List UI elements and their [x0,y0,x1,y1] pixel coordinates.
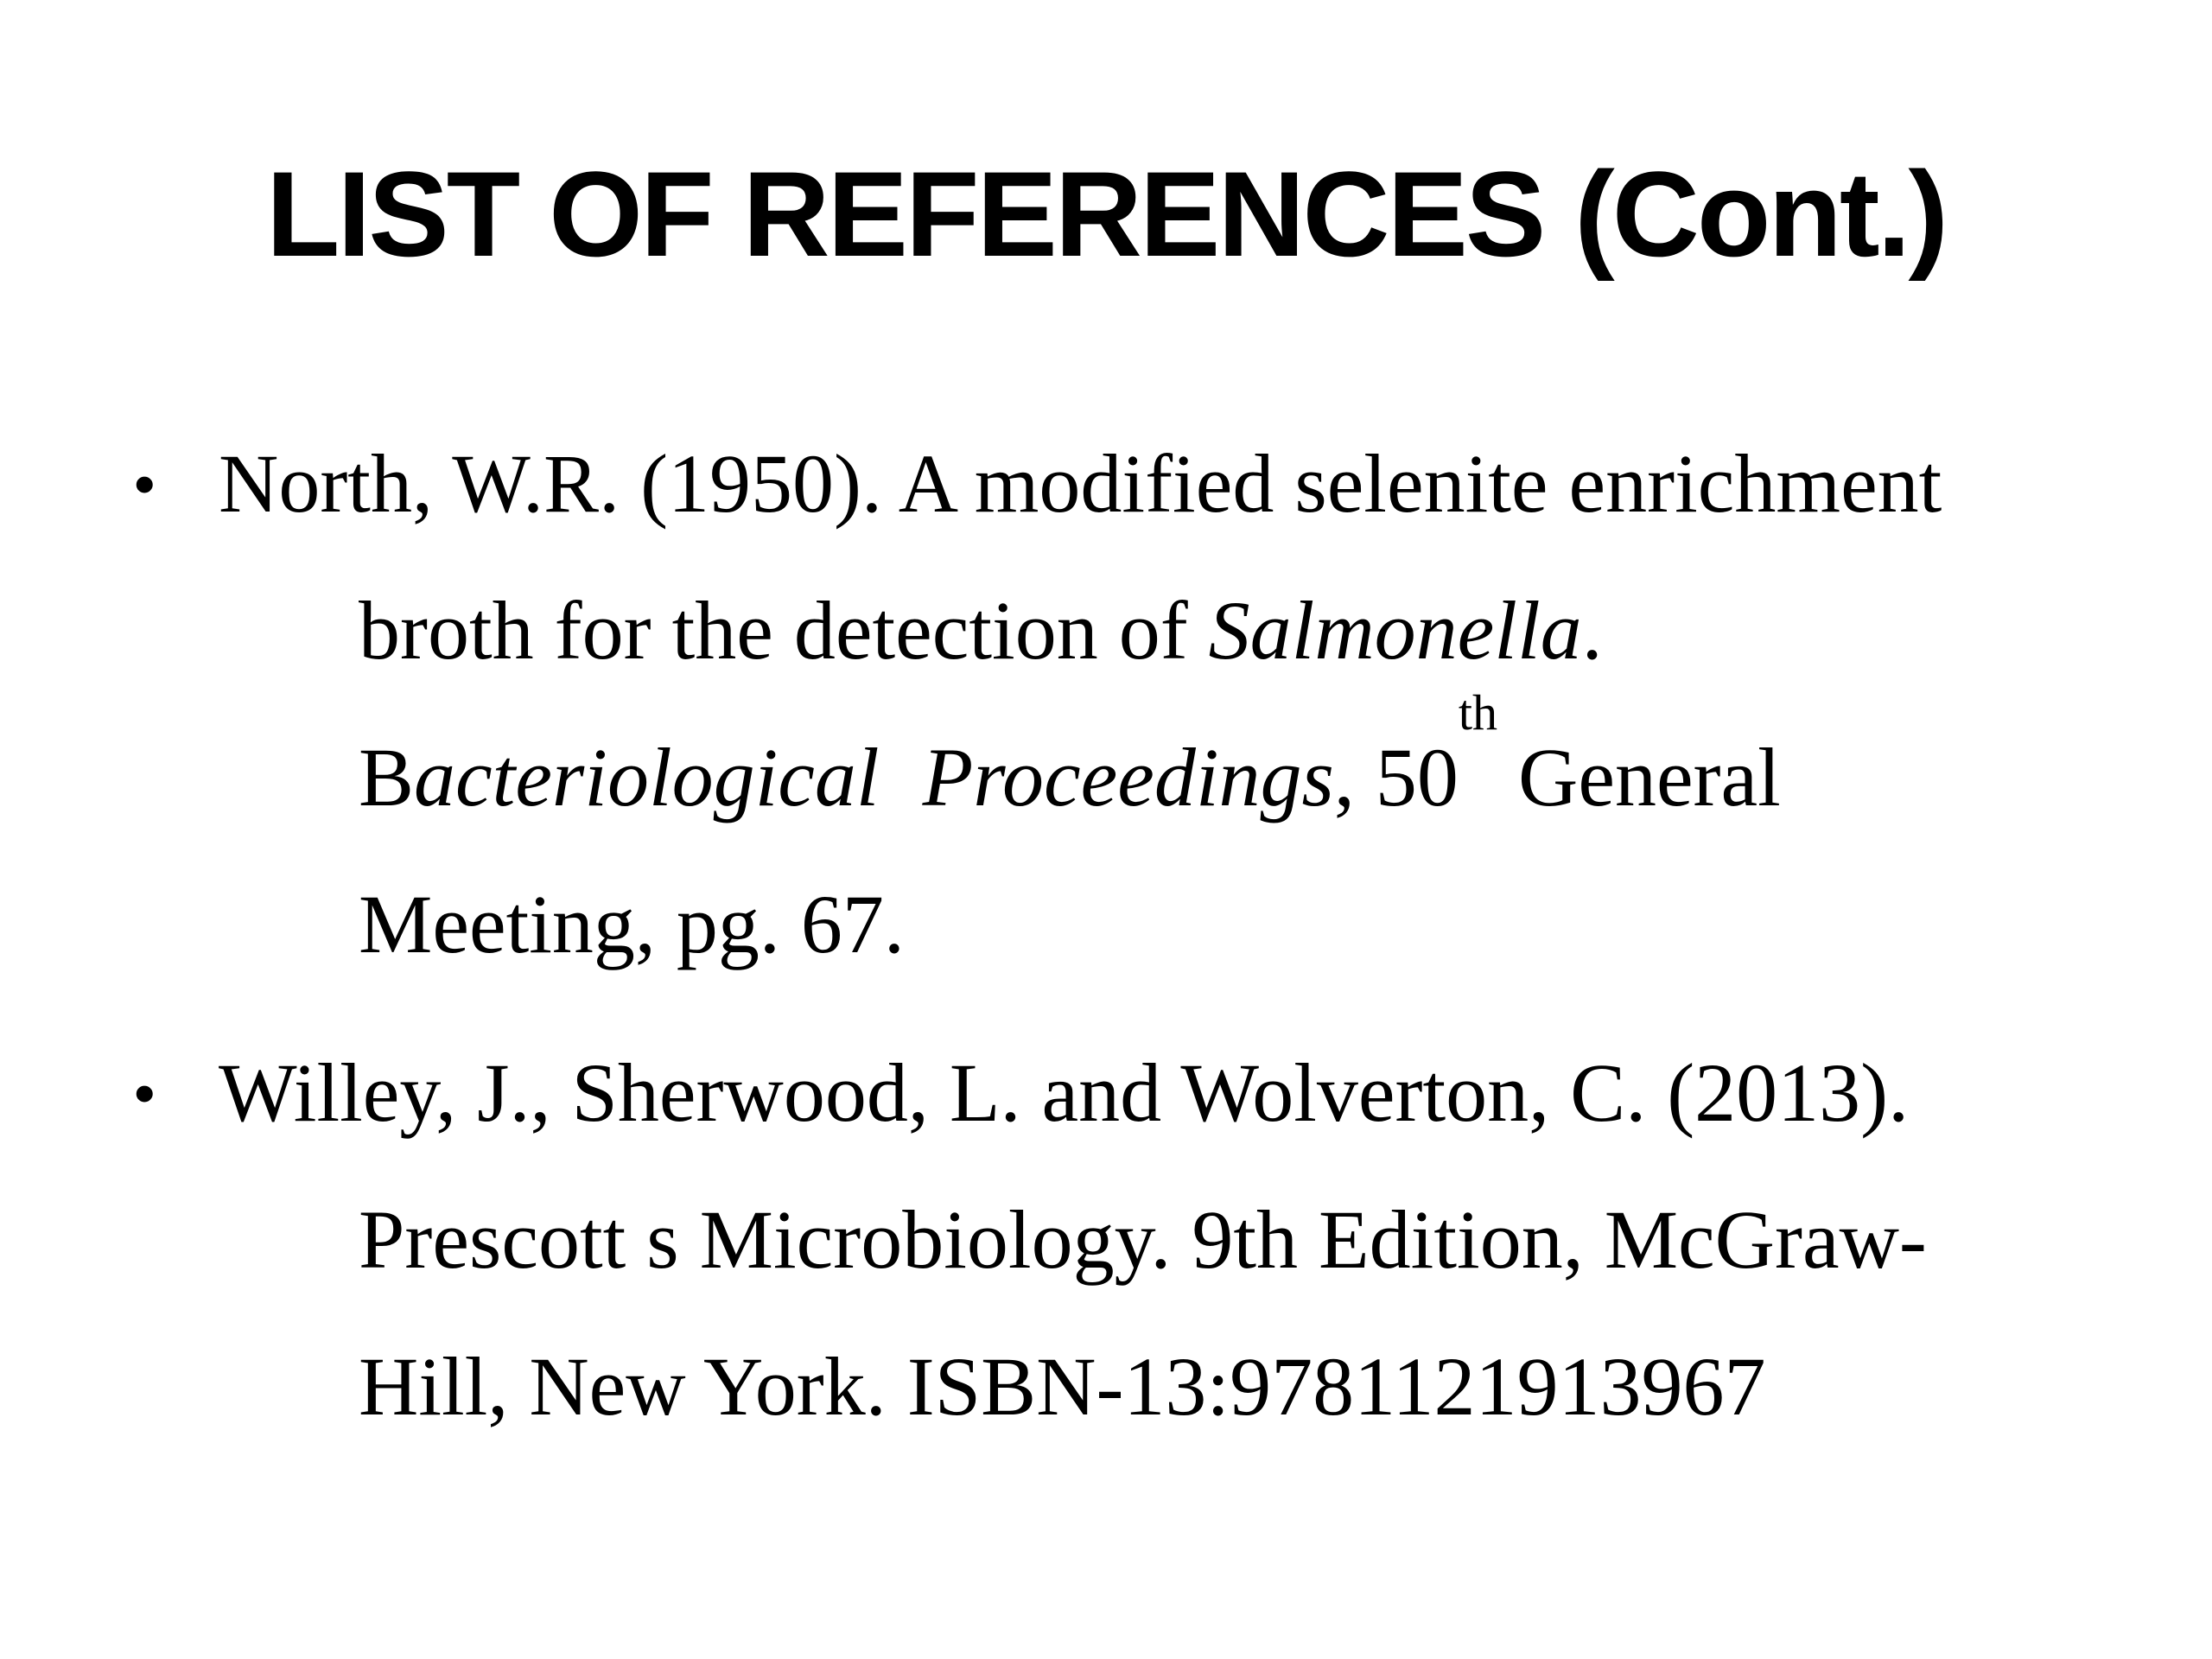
slide-title: LIST OF REFERENCES (Cont.) [265,146,1947,282]
reference-1-line-1: North, W.R. (1950). A modified selenite enrichment [219,437,1942,530]
reference-1-line-4: Meeting, pg. 67. [359,878,905,970]
reference-1-line-3 [359,684,1781,825]
reference-1-journal-a: acteriological [414,731,880,823]
reference-1-ordinal-suffix: th [1458,684,1497,741]
bullet-point: • [134,450,156,518]
reference-2-line-1: Willey, J., Sherwood, L. and Wolverton, C. (2013). [219,1046,1910,1139]
reference-1-text: broth for the detection of [359,584,1209,677]
reference-1-line-2 [359,583,1603,678]
reference-1-journal-initial: B [359,731,415,823]
reference-2-line-2: Prescott s Microbiology. 9th Edition, McGraw- [359,1193,1927,1286]
reference-1-meeting-text: General [1497,731,1781,823]
bullet-point: • [134,1059,156,1127]
reference-1-punct: . [1581,584,1603,677]
reference-1-genus: Salmonella [1208,584,1582,677]
reference-2-line-3: Hill, New York. ISBN-13:9781121913967 [359,1340,1766,1433]
reference-1-journal-b: Proceedings [922,731,1334,823]
reference-1-meeting-number: , 50 [1333,731,1459,823]
